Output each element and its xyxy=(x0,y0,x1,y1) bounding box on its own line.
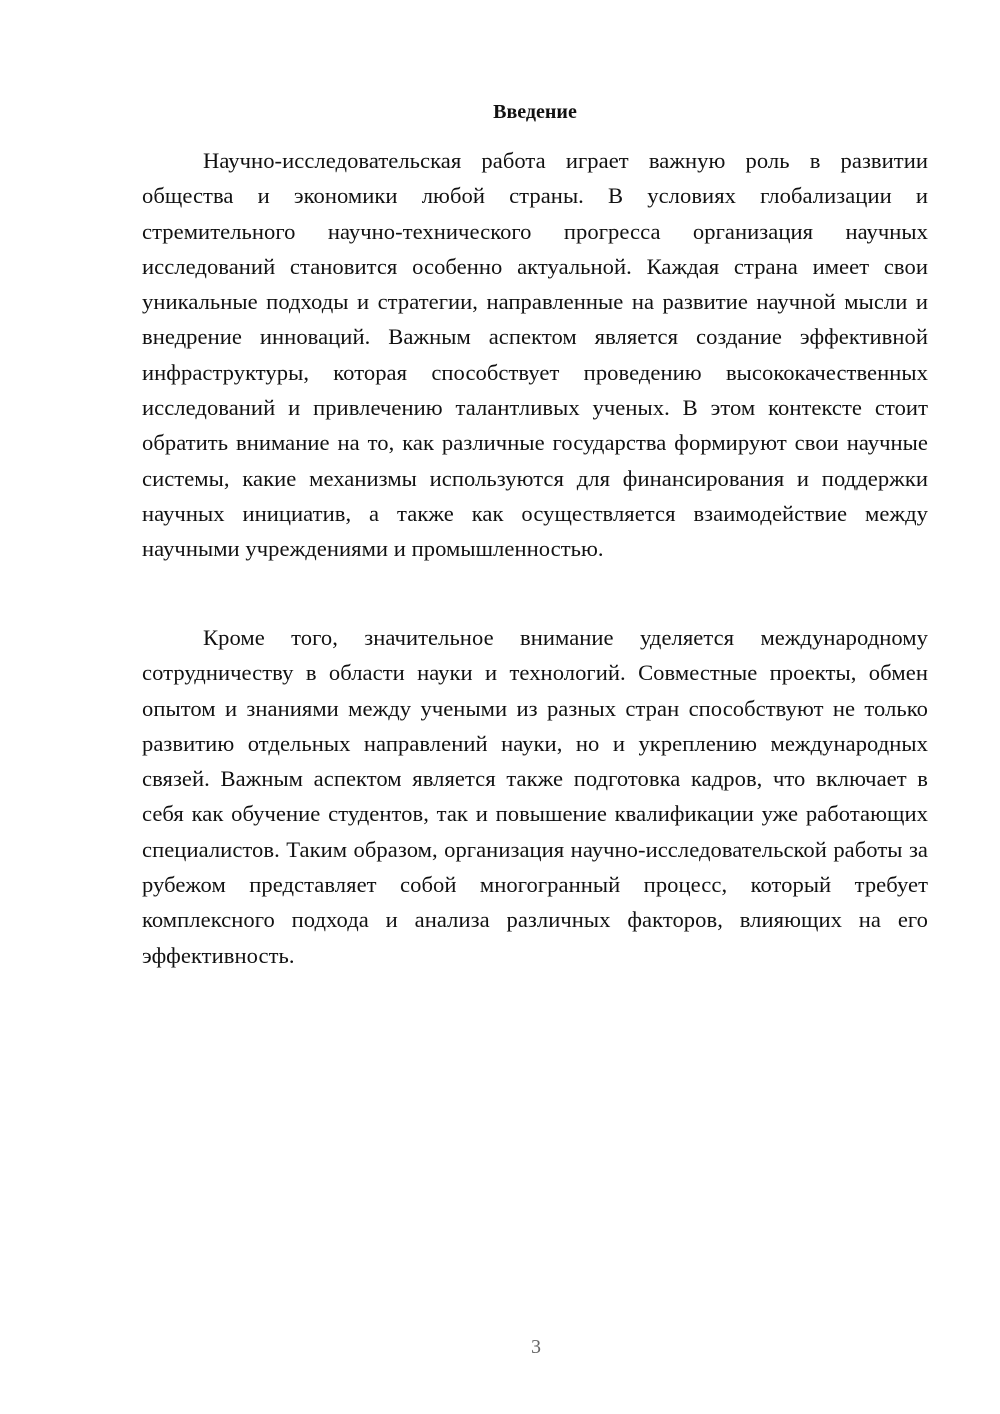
body-paragraph-2: Кроме того, значительное внимание уделяется международному сотрудничеству в области науки и технологий. Совместные проекты, обмен опытом и знаниями между учеными из разных стран способствуют не только развитию отдельных направлений науки, но и укреплению международных связей. Важным аспектом является также подготовка кадров, что включает в себя как обучение студентов, так и повышение квалификации уже работающих специалистов. Таким образом, организация научно-исследовательской работы за рубежом представляет собой многогранный процесс, который требует комплексного подхода и анализа различных факторов, влияющих на его эффективность. xyxy=(142,625,928,968)
body-paragraph-1: Научно-исследовательская работа играет важную роль в развитии общества и экономики любой страны. В условиях глобализации и стремительного научно-технического прогресса организация научных исследований становится особенно актуальной. Каждая страна имеет свои уникальные подходы и стратегии, направленные на развитие научной мысли и внедрение инноваций. Важным аспектом является создание эффективной инфраструктуры, которая способствует проведению высококачественных исследований и привлечению талантливых ученых. В этом контексте стоит обратить внимание на то, как различные государства формируют свои научные системы, какие механизмы используются для финансирования и поддержки научных инициатив, а также как осуществляется взаимодействие между научными учреждениями и промышленностью. xyxy=(142,148,928,562)
section-heading: Введение xyxy=(493,101,577,123)
page-number: 3 xyxy=(531,1336,541,1358)
